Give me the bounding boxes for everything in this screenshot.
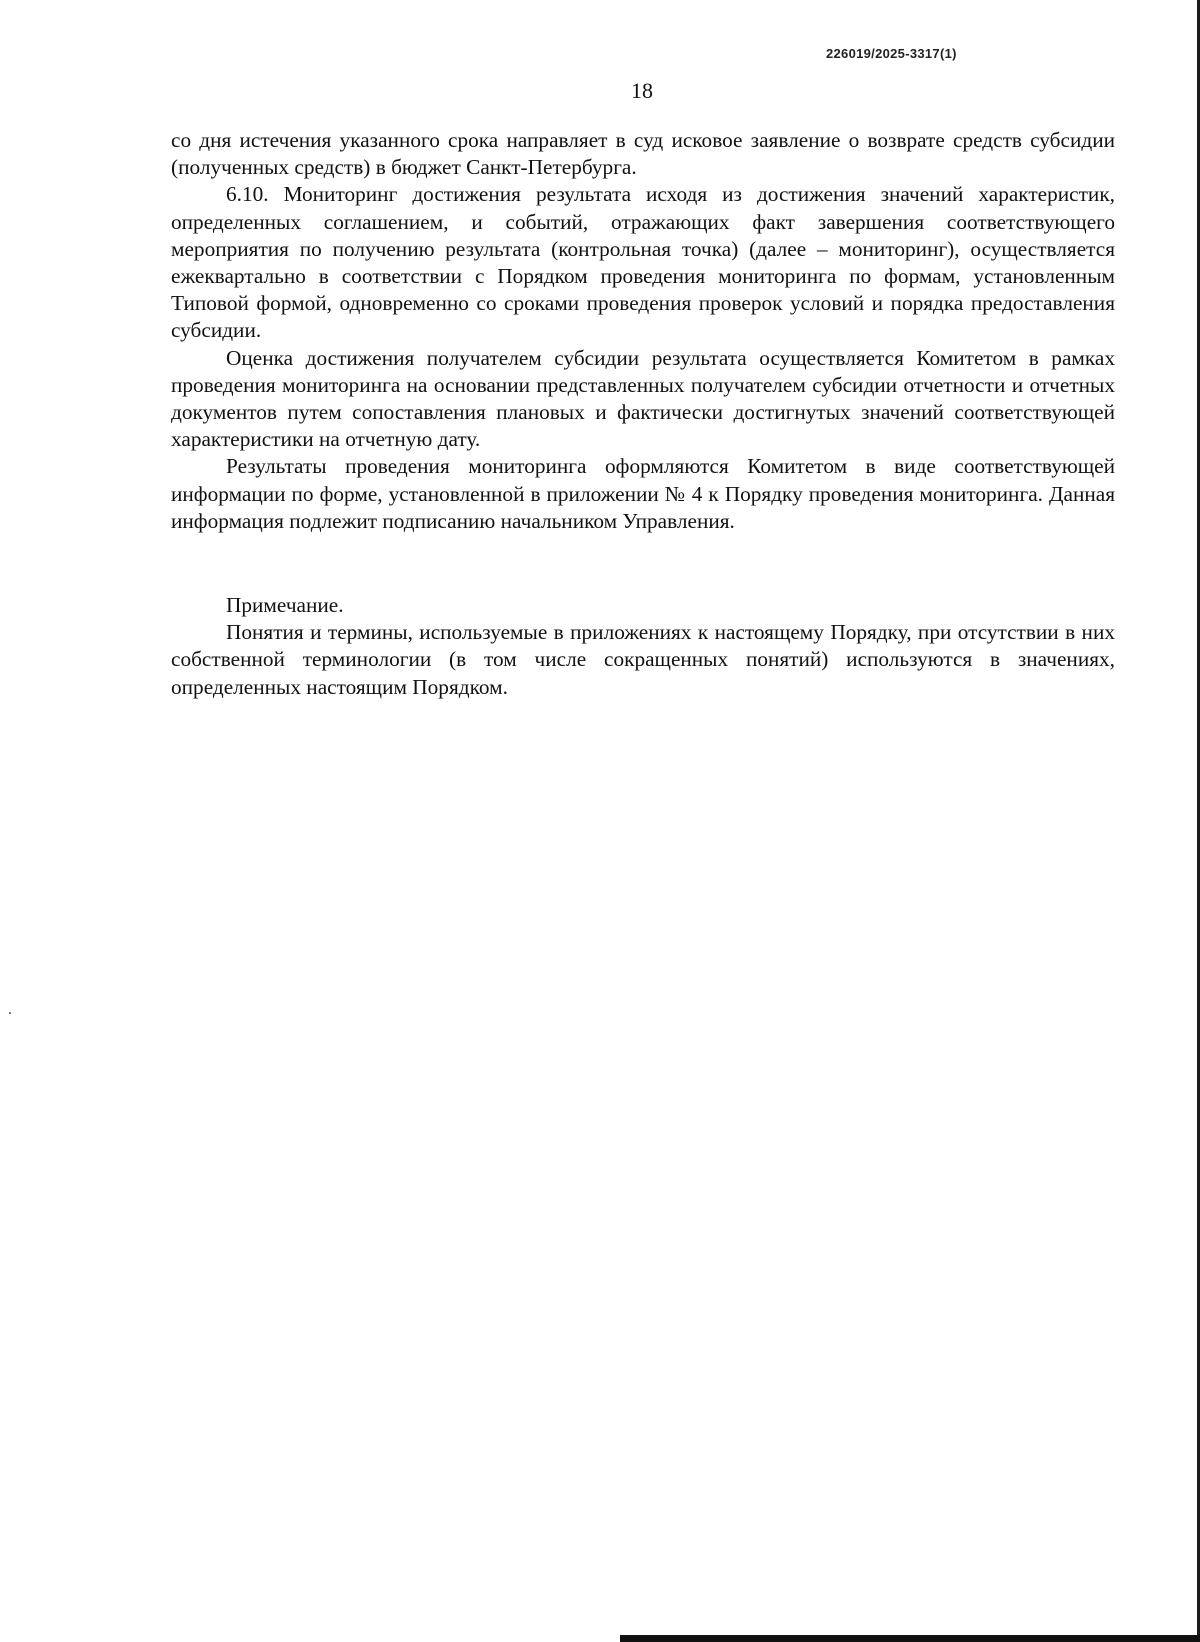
document-body bbox=[171, 127, 1115, 535]
paragraph-continuation: со дня истечения указанного срока направляет в суд исковое заявление о возврате средств субсидии (полученных средств) в бюджет Санкт-Петербурга. bbox=[171, 128, 1115, 180]
page-number: 18 bbox=[631, 78, 653, 103]
paragraph-evaluation: Оценка достижения получателем субсидии результата осуществляется Комитетом в рамках проведения мониторинга на основании представленных получателем субсидии отчетности и отчетных документов путем сопоставления плановых и фактически достигнутых значений соответствующей характеристики на отчетную дату. bbox=[171, 345, 1115, 452]
document-registration-number: 226019/2025-3317(1) bbox=[826, 46, 957, 61]
note-text: Понятия и термины, используемые в приложениях к настоящему Порядку, при отсутствии в них собственной терминологии (в том числе сокращенных понятий) используются в значениях, определенных настоящим Порядком. bbox=[171, 620, 1115, 699]
note-section bbox=[171, 592, 1115, 701]
scan-speck bbox=[9, 1012, 11, 1014]
scan-bottom-edge bbox=[620, 1635, 1200, 1642]
paragraph-results: Результаты проведения мониторинга оформляются Комитетом в виде соответствующей информации по форме, установленной в приложении № 4 к Порядку проведения мониторинга. Данная информация подлежит подписанию начальником Управления. bbox=[171, 454, 1115, 533]
note-heading: Примечание. bbox=[226, 593, 344, 617]
paragraph-clause-6-10: 6.10. Мониторинг достижения результата исходя из достижения значений характеристик, определенных соглашением, и событий, отражающих факт завершения соответствующего мероприятия по получению результата (контрольная точка) (далее – мониторинг), осуществляется ежеквартально в соответствии с Порядком проведения мониторинга по формам, установленным Типовой формой, одновременно со сроками проведения проверок условий и порядка предоставления субсидии. bbox=[171, 182, 1115, 343]
